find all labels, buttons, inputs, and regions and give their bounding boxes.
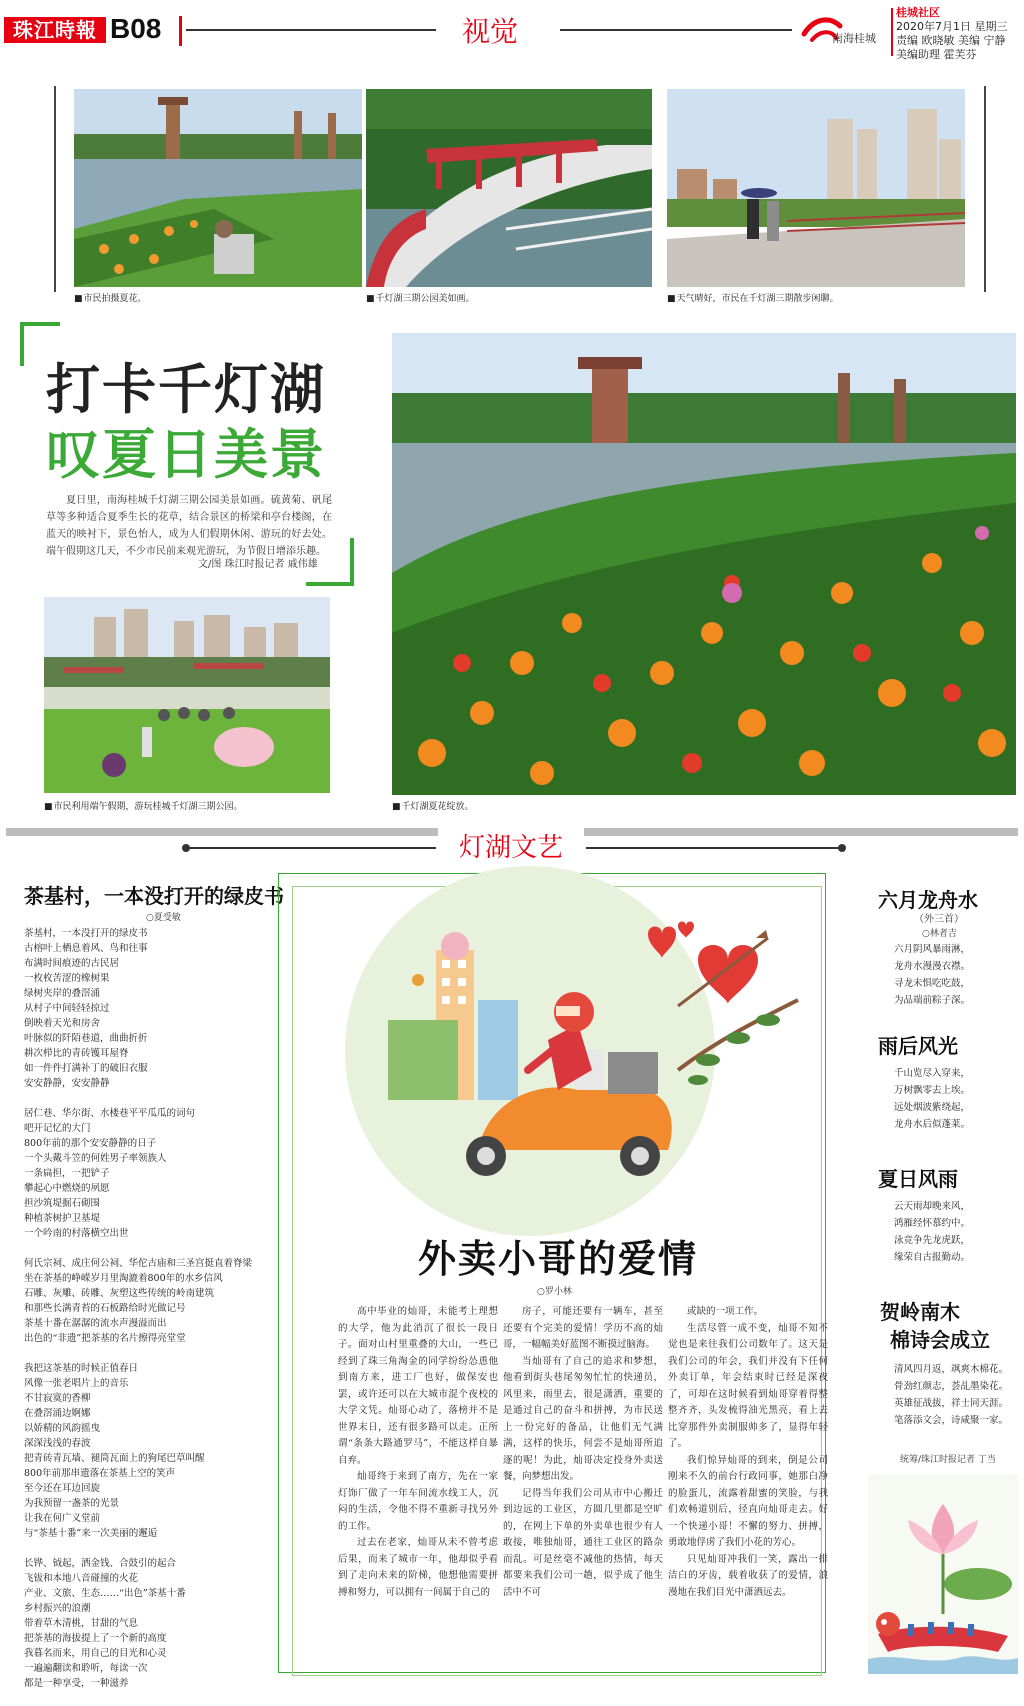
right-poem-line: 龙舟水漫漫衣襟。: [894, 961, 971, 972]
poem-line: 绿树夹岸的叠滘涌: [24, 988, 101, 999]
poem-line: 飞钹和本地八音碰撞的火花: [24, 1573, 139, 1584]
poem-line: 产业、文旅、生态……“出色”茶基十番: [24, 1588, 186, 1599]
photo-picnic-on-lawn: [44, 597, 330, 793]
park-bridge-photo-image: [366, 89, 652, 287]
story-paragraph: 灿哥终于来到了南方，先在一家灯饰厂做了一年车间流水线工人，沉闷的生活，令他不得不重新寻找另外的工作。: [338, 1471, 498, 1532]
poem-line: 古榕叶上栖息着风、鸟和往事: [24, 943, 148, 954]
story-column-3: [668, 1304, 828, 1601]
poem-line: 叶脉似的阡陌巷道，曲曲折折: [24, 1033, 148, 1044]
story-paragraph: 高中毕业的灿哥，未能考上理想的大学，他为此消沉了很长一段日子。面对山村里重叠的大山，一些已经到了珠三角淘金的同学纷纷怂恿他到南方来，进工厂也好，做保安也罢，或许还可以在大城市混个夜校的大学文凭。灿哥心动了，落榜并不是世界末日，还有很多路可以走。正所谓“条条大路通罗马”，不能这样自暴自弃。: [338, 1306, 498, 1466]
story-paragraph: 记得当年我们公司从市中心搬迁到边远的工业区，方圆几里都是空旷的，在网上下单的外卖单也很少有人敢接，唯独灿哥，通往工业区的路杂而乱。可是丝毫不减他的热情，每天都要来我们公司一趟，似乎成了他生活中不可: [503, 1487, 663, 1598]
headline-byline: 文/图 珠江时报记者 戚伟雄: [198, 559, 318, 570]
right-poem-line: 远处烟波紫绕起，: [894, 1102, 971, 1113]
band-rule-right: [586, 847, 840, 849]
photo-strolling-citizens: [667, 89, 965, 287]
masthead-rule-left: [186, 29, 436, 31]
poem-line: 把茶基的海拔提上了一个新的高度: [24, 1633, 167, 1644]
photo-caption-4: ■ 市民利用端午假期，游玩桂城千灯湖三期公园。: [44, 799, 243, 812]
poem-line: 至今还在耳边回旋: [24, 1483, 101, 1494]
poem-line: 我把这茶基的时候正值春日: [24, 1363, 139, 1374]
poem-line: 茶基村，一本没打开的绿皮书: [24, 928, 148, 939]
poem-line: 深深浅浅的春波: [24, 1438, 91, 1449]
headline-line-2: 叹夏日美景: [46, 423, 326, 486]
poem-line: 和那些长满青苔的石板路给时光做记号: [24, 1303, 186, 1314]
photo-caption-2: ■ 千灯湖三期公园美如画。: [366, 291, 475, 304]
right-poem-line: 鸿雁经怀慕约中。: [894, 1218, 971, 1229]
right-poem-line: 万树飘零去上埃。: [894, 1085, 971, 1096]
left-poem-author: ○夏受敏: [146, 913, 181, 923]
story-paragraph: 房子，可能还要有一辆车，甚至还要有个完美的爱情！学历不高的灿哥，一幅幅美好蓝图不断摸过脑海。: [503, 1306, 663, 1350]
right-poem-line: 英雄征战拔，祥士同天涯。: [894, 1398, 1009, 1409]
left-poem-stanza: [24, 926, 274, 1091]
poem-line: 石雕、灰雕、砖雕、灰塑这些传统的岭南建筑: [24, 1288, 215, 1299]
summer-flowers-photo-image: [392, 333, 1016, 795]
left-poem-stanza: [24, 1256, 274, 1346]
right-poem-title: 夏日风雨: [878, 1167, 958, 1191]
right-poem-title-cont: 棉诗会成立: [890, 1328, 990, 1352]
lotus-dragonboat-illustration-icon: [868, 1474, 1018, 1674]
photo-citizen-photographing-flowers: [74, 89, 362, 287]
poem-line: 乡村振兴的浪潮: [24, 1603, 91, 1614]
band-dot-right: [838, 844, 846, 852]
newspaper-logo: 珠江時報: [4, 17, 106, 43]
poem-line: 以娇精的风韵摇曳: [24, 1423, 101, 1434]
right-poem-title: 雨后风光: [878, 1034, 958, 1058]
left-poem-stanza: [24, 1556, 274, 1691]
photo-flowers-by-lake: [392, 333, 1016, 795]
right-poem-author: ○林者吉: [922, 929, 957, 939]
poem-line: 倒映着天光和房舍: [24, 1018, 101, 1029]
poem-line: 在叠滘涌边婀娜: [24, 1408, 91, 1419]
story-paragraph: 只见灿哥冲我们一笑，露出一排洁白的牙齿，载着收获了的爱情，浪漫地在我们目光中潇洒远去。: [668, 1553, 828, 1598]
right-poem-line: 云天雨却晚来风，: [894, 1201, 971, 1212]
photo-caption-3: ■ 天气晴好，市民在千灯湖三期散步闲聊。: [667, 291, 839, 304]
assistant-editor-line: 美编助理 霍芙芬: [896, 48, 977, 61]
lawn-picnic-photo-image: [44, 597, 330, 793]
story-column-2: [503, 1304, 663, 1601]
brand-name: 南海桂城: [832, 32, 876, 45]
poem-line: 与“茶基十番”来一次美丽的邂逅: [24, 1528, 158, 1539]
page-number: B08: [110, 13, 162, 44]
poem-line: 风像一张老唱片上的音乐: [24, 1378, 129, 1389]
masthead-rule-right: [560, 29, 792, 31]
editor-note: 统筹/珠江时报记者 丁当: [900, 1455, 996, 1465]
poem-line: 800年前的那个安安静静的日子: [24, 1138, 157, 1149]
story-paragraph: 过去在老家，灿哥从未不曾考虑后果，而来了城市一年，他却似乎看到了走向未来的阶梯，他想他需要拼搏和努力，可以拥有一间属于自己的: [338, 1537, 498, 1598]
poem-line: 从村子中间轻轻掠过: [24, 1003, 110, 1014]
right-poem-line: 笔落添文会，诗咸聚一家。: [894, 1415, 1009, 1426]
right-poem-line: 缘荣自古报勤动。: [894, 1252, 971, 1263]
right-poem-line: 千山览尽入穿来，: [894, 1068, 971, 1079]
poem-line: 带着草木清桃，甘甜的气息: [24, 1618, 139, 1629]
poem-line: 茶基十番在潺潺的流水声漫溢而出: [24, 1318, 167, 1329]
poem-line: 我暮名而来，用自己的目光和心灵: [24, 1648, 167, 1659]
meta-divider: [891, 8, 893, 56]
photo-park-bridges: [366, 89, 652, 287]
headline-intro: 夏日里，南海桂城千灯湖三期公园美景如画。硫黄菊、矾尾草等多种适合夏季生长的花草，结合景区的桥梁和亭台楼阁，在蓝天的映衬下，景色怡人，成为人们假期休闲、游玩的好去处。端午假期这几天，不少市民前来观光游玩，为节假日增添乐趣。: [46, 495, 332, 557]
band-rule-left: [186, 847, 436, 849]
poem-line: 出色的“非遗”把茶基的名片擦得亮堂堂: [24, 1333, 186, 1344]
story-paragraph: 我们惊异灿哥的到来，倒是公司刚来不久的前台行政同事，她那白净的脸蛋儿，流露着甜蜜的笑脸，与我们欢畅道别后，径直向灿哥走去。好一个快递小哥！不懈的努力、拼搏，勇敢地俘虏了我们小花的芳心。: [668, 1454, 828, 1548]
walkway-photo-image: [667, 89, 965, 287]
story-paragraph: 生活尽管一成不变，灿哥不知不觉也是来往我们公司数年了。这天是我们公司的年会，我们并没有下任何外卖订单，年会结束时已经是深夜了，可却在这时候看到灿哥穿着得整整齐齐，头发梳得油光黑亮，看上去比穿那件外卖制服帅多了，显得年轻了。: [668, 1322, 828, 1449]
left-poem-body: [24, 926, 274, 1706]
headline-line-1: 打卡千灯湖: [46, 357, 326, 421]
poem-line: 一个吟南的村落横空出世: [24, 1228, 129, 1239]
right-poem-line: 清风四月返，飒爽木棉花。: [894, 1364, 1009, 1375]
story-paragraph: 或缺的一项工作。: [687, 1306, 764, 1317]
poem-line: 都是一种享受，一种滋养: [24, 1678, 129, 1689]
left-poem-title: 茶基村，一本没打开的绿皮书: [24, 884, 284, 908]
poem-line: 居仁巷、华尔街、水楼巷平平瓜瓜的词句: [24, 1108, 196, 1119]
right-poem-line: 骨劲红颜志，荟乩墨染花。: [894, 1381, 1009, 1392]
story-column-1: [338, 1304, 498, 1601]
poem-line: 吧开记忆的大门: [24, 1123, 91, 1134]
left-poem-stanza: [24, 1361, 274, 1541]
story-paragraph: 当灿哥有了自己的追求和梦想，他看到街头巷尾匆匆忙忙的快递员，风里来，雨里去，很是潇洒，重要的是通过自己的奋斗和拼搏，为市民送上一份完好的备品，让他们无气满满，这样的快乐，何尝不是灿哥所追逐的呢！为此，灿哥决定投身外卖送餐，向梦想出发。: [503, 1355, 663, 1482]
right-poem-line: 寻龙未惧吃吃鼓，: [894, 978, 971, 989]
photo-caption-1: ■ 市民拍摄夏花。: [74, 291, 147, 304]
delivery-rider-illustration-icon: [378, 920, 798, 1190]
right-poem-line: 为品端前粽子深。: [894, 995, 971, 1006]
poem-line: 坐在茶基的峥嵘岁月里淘漉着800年的水乡信风: [24, 1273, 223, 1284]
left-poem-stanza: [24, 1106, 274, 1241]
poem-line: 攀起心中燃烧的夙愿: [24, 1183, 110, 1194]
photo-caption-5: ■ 千灯湖夏花绽放。: [392, 799, 474, 812]
poem-line: 让我在何广义堂前: [24, 1513, 101, 1524]
edition-meta: [896, 6, 1008, 62]
poem-line: 如一件件打满补丁的破旧衣服: [24, 1063, 148, 1074]
poem-line: 耕次栉比的青砖镬耳屋脊: [24, 1048, 129, 1059]
right-poem-title: 贺岭南木: [880, 1300, 960, 1324]
right-poem-line: 泳竞争先龙虎跃，: [894, 1235, 971, 1246]
poem-line: 一条扁担，一把铲子: [24, 1168, 110, 1179]
right-poem-subtitle: （外三首）: [914, 914, 964, 925]
poem-line: 不甘寂寞的香柳: [24, 1393, 91, 1404]
masthead: [0, 0, 1024, 62]
poem-line: 一遍遍翻读和聆听，每读一次: [24, 1663, 148, 1674]
story-title: 外卖小哥的爱情: [418, 1236, 699, 1281]
poem-line: 长铧、钺起，洒金钱、合鼓引的起合: [24, 1558, 177, 1569]
photo-row-left-rule: [54, 86, 56, 292]
poem-line: 安安静静，安安静静: [24, 1078, 110, 1089]
poem-line: 种植茶树护卫基堤: [24, 1213, 101, 1224]
right-poem-title: 六月龙舟水: [878, 888, 978, 912]
masthead-red-bar: [179, 16, 182, 46]
poem-line: 把青砖青瓦墙、褪筒瓦面上的狗尾巴草叫醒: [24, 1453, 205, 1464]
poem-line: 一个头戴斗笠的何姓男子率领族人: [24, 1153, 167, 1164]
poem-line: 担沙筑堤掘石砌围: [24, 1198, 101, 1209]
poem-line: 何氏宗祠、成庄何公祠、华佗古庙和三圣宫挺直着脊梁: [24, 1258, 253, 1269]
story-author: ○罗小林: [537, 1287, 572, 1297]
poem-line: 800年前那串遗落在茶基上空的笑声: [24, 1468, 176, 1479]
right-poem-line: 六月阴风暴雨淋，: [894, 944, 971, 955]
poem-line: 布满时间痕迹的古民居: [24, 958, 120, 969]
editors-line: 责编 欧晓敏 美编 宁静: [896, 34, 1006, 47]
date-line: 2020年7月1日 星期三: [896, 20, 1008, 33]
photo-row-right-rule: [984, 86, 986, 292]
poem-line: 一枚枚苦涩的橡树果: [24, 973, 110, 984]
section-title: 视觉: [462, 15, 519, 48]
poem-line: 为我预留一盏茶的光景: [24, 1498, 120, 1509]
lit-section-title: 灯湖文艺: [438, 828, 584, 868]
right-poem-line: 龙舟水后似蓬莱。: [894, 1119, 971, 1130]
column-name: 桂城社区: [896, 6, 940, 19]
lake-flowers-photo-image: [74, 89, 362, 287]
